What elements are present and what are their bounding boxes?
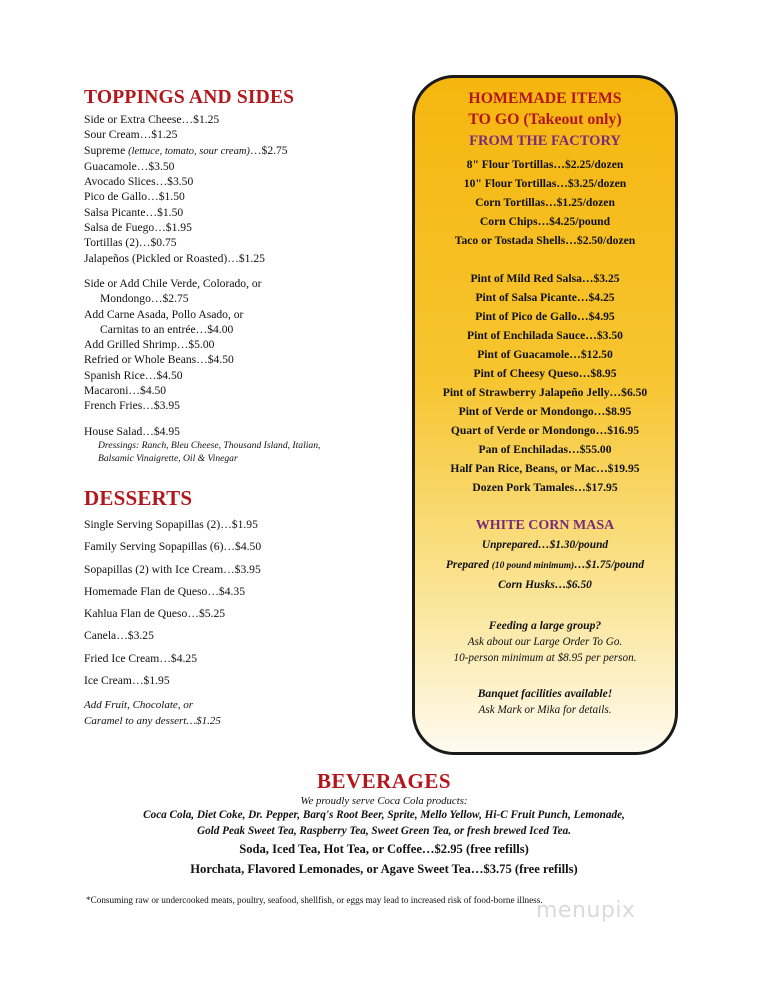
- topping-item-supreme: [84, 143, 394, 159]
- masa-title: WHITE CORN MASA: [475, 518, 615, 533]
- to-go-item: Pint of Enchilada Sauce…$3.50: [467, 329, 623, 342]
- pint-list: [415, 269, 675, 497]
- masa-prepared-label: Prepared: [445, 558, 492, 571]
- factory-item: Corn Chips…$4.25/pound: [479, 215, 611, 228]
- side-item: French Fries…$3.95: [84, 399, 180, 413]
- to-go-item: Pint of Salsa Picante…$4.25: [475, 291, 615, 304]
- dessert-item: Kahlua Flan de Queso…$5.25: [84, 607, 226, 621]
- topping-item: Jalapeños (Pickled or Roasted)…$1.25: [84, 251, 265, 265]
- dessert-item: Family Serving Sopapillas (6)…$4.50: [84, 540, 262, 554]
- to-go-item: Half Pan Rice, Beans, or Mac…$19.95: [450, 462, 640, 475]
- left-column: [84, 87, 394, 729]
- beverages-title: BEVERAGES: [316, 769, 452, 793]
- beverages-subtitle: We proudly serve Coca Cola products:: [300, 795, 468, 807]
- toppings-list: [84, 112, 394, 266]
- to-go-title-line-2: TO GO (Takeout only): [468, 111, 622, 128]
- factory-item: Corn Tortillas…$1.25/dozen: [475, 196, 615, 209]
- to-go-item: Pint of Verde or Mondongo…$8.95: [458, 405, 632, 418]
- food-safety-disclaimer: *Consuming raw or undercooked meats, poultry, seafood, shellfish, or eggs may lead to increased risk of food-borne illness.: [86, 895, 543, 905]
- to-go-item: Pint of Pico de Gallo…$4.95: [475, 310, 615, 323]
- beverages-list-line-2: Gold Peak Sweet Tea, Raspberry Tea, Sweet Green Tea, or fresh brewed Iced Tea.: [196, 824, 572, 837]
- factory-item: Taco or Tostada Shells…$2.50/dozen: [454, 234, 636, 247]
- side-item: Add Grilled Shrimp…$5.00: [84, 338, 215, 352]
- masa-prepared-price: …$1.75/pound: [574, 558, 645, 571]
- to-go-item: Dozen Pork Tamales…$17.95: [472, 481, 618, 494]
- dessert-note-line-2: Caramel to any dessert…$1.25: [84, 715, 221, 728]
- side-item: Add Carne Asada, Pollo Asado, or: [84, 307, 244, 321]
- large-group-note: [415, 617, 675, 666]
- dressings-line-2: Balsamic Vinaigrette, Oil & Vinegar: [98, 452, 238, 464]
- dessert-note: [84, 697, 394, 729]
- spacer: [415, 250, 675, 269]
- beverages-list-line-1: Coca Cola, Diet Coke, Dr. Pepper, Barq's Root Beer, Sprite, Mello Yellow, Hi-C Fruit Punch, Lemonade,: [143, 809, 625, 821]
- toppings-title: TOPPINGS AND SIDES: [84, 87, 295, 108]
- sides-list: [84, 276, 394, 414]
- supreme-price: …$2.75: [249, 143, 288, 157]
- side-item: Refried or Whole Beans…$4.50: [84, 353, 234, 367]
- topping-item: Avocado Slices…$3.50: [84, 175, 194, 189]
- side-item: Mondongo…$2.75: [100, 292, 189, 306]
- to-go-item: Pint of Cheesy Queso…$8.95: [473, 367, 617, 380]
- factory-list: [415, 155, 675, 250]
- dessert-item: Fried Ice Cream…$4.25: [84, 651, 198, 665]
- topping-item: Salsa de Fuego…$1.95: [84, 221, 192, 235]
- beverages-section: [60, 768, 708, 879]
- topping-item: Sour Cream…$1.25: [84, 128, 178, 142]
- side-item: Spanish Rice…$4.50: [84, 368, 183, 382]
- corn-husks: Corn Husks…$6.50: [498, 579, 592, 591]
- banquet-title: Banquet facilities available!: [477, 686, 613, 700]
- beverages-price-soda: Soda, Iced Tea, Hot Tea, or Coffee…$2.95 (free refills): [239, 842, 529, 856]
- to-go-item: Pint of Strawberry Jalapeño Jelly…$6.50: [442, 386, 648, 399]
- to-go-item: Pint of Mild Red Salsa…$3.25: [470, 272, 620, 285]
- factory-subtitle: FROM THE FACTORY: [469, 133, 621, 149]
- dessert-item: Homemade Flan de Queso…$4.35: [84, 584, 245, 598]
- spacer: [84, 266, 394, 276]
- dessert-item: Canela…$3.25: [84, 629, 154, 643]
- side-item: Side or Add Chile Verde, Colorado, or: [84, 276, 262, 290]
- to-go-item: Pan of Enchiladas…$55.00: [478, 443, 612, 456]
- watermark: menupix: [536, 898, 636, 923]
- side-item: Macaroni…$4.50: [84, 384, 167, 398]
- dessert-note-line-1: Add Fruit, Chocolate, or: [84, 699, 194, 712]
- dressings-line-1: Dressings: Ranch, Bleu Cheese, Thousand Island, Italian,: [98, 439, 321, 451]
- topping-item: Guacamole…$3.50: [84, 159, 175, 173]
- house-salad: House Salad…$4.95: [84, 424, 180, 438]
- side-item: Carnitas to an entrée…$4.00: [100, 322, 234, 336]
- topping-item: Tortillas (2)…$0.75: [84, 236, 177, 250]
- beverages-price-horchata: Horchata, Flavored Lemonades, or Agave Sweet Tea…$3.75 (free refills): [190, 862, 578, 876]
- masa-prepared-minimum: (10 pound minimum): [491, 560, 575, 571]
- desserts-list: [84, 514, 394, 692]
- supreme-name: Supreme: [84, 143, 129, 157]
- to-go-item: Pint of Guacamole…$12.50: [477, 348, 613, 361]
- topping-item: Side or Extra Cheese…$1.25: [84, 113, 220, 126]
- topping-item: Pico de Gallo…$1.50: [84, 190, 185, 204]
- to-go-item: Quart of Verde or Mondongo…$16.95: [450, 424, 640, 437]
- to-go-title-line-1: HOMEMADE ITEMS: [468, 90, 622, 107]
- banquet-line: Ask Mark or Mika for details.: [478, 703, 612, 716]
- spacer: [84, 414, 394, 424]
- desserts-title: DESSERTS: [84, 485, 193, 510]
- banquet-note: [415, 685, 675, 718]
- topping-item: Salsa Picante…$1.50: [84, 205, 184, 219]
- dessert-item: Single Serving Sopapillas (2)…$1.95: [84, 517, 258, 531]
- group-line-2: 10-person minimum at $8.95 per person.: [453, 651, 637, 664]
- group-line-1: Ask about our Large Order To Go.: [467, 635, 623, 648]
- masa-prepared: [415, 556, 675, 577]
- to-go-box: [412, 75, 678, 755]
- supreme-detail: (lettuce, tomato, sour cream): [128, 145, 250, 157]
- dessert-item: Sopapillas (2) with Ice Cream…$3.95: [84, 562, 261, 576]
- group-title: Feeding a large group?: [488, 618, 602, 632]
- factory-item: 8" Flour Tortillas…$2.25/dozen: [466, 158, 624, 171]
- factory-item: 10" Flour Tortillas…$3.25/dozen: [463, 177, 627, 190]
- dessert-item: Ice Cream…$1.95: [84, 674, 170, 688]
- masa-unprepared: Unprepared…$1.30/pound: [481, 539, 609, 551]
